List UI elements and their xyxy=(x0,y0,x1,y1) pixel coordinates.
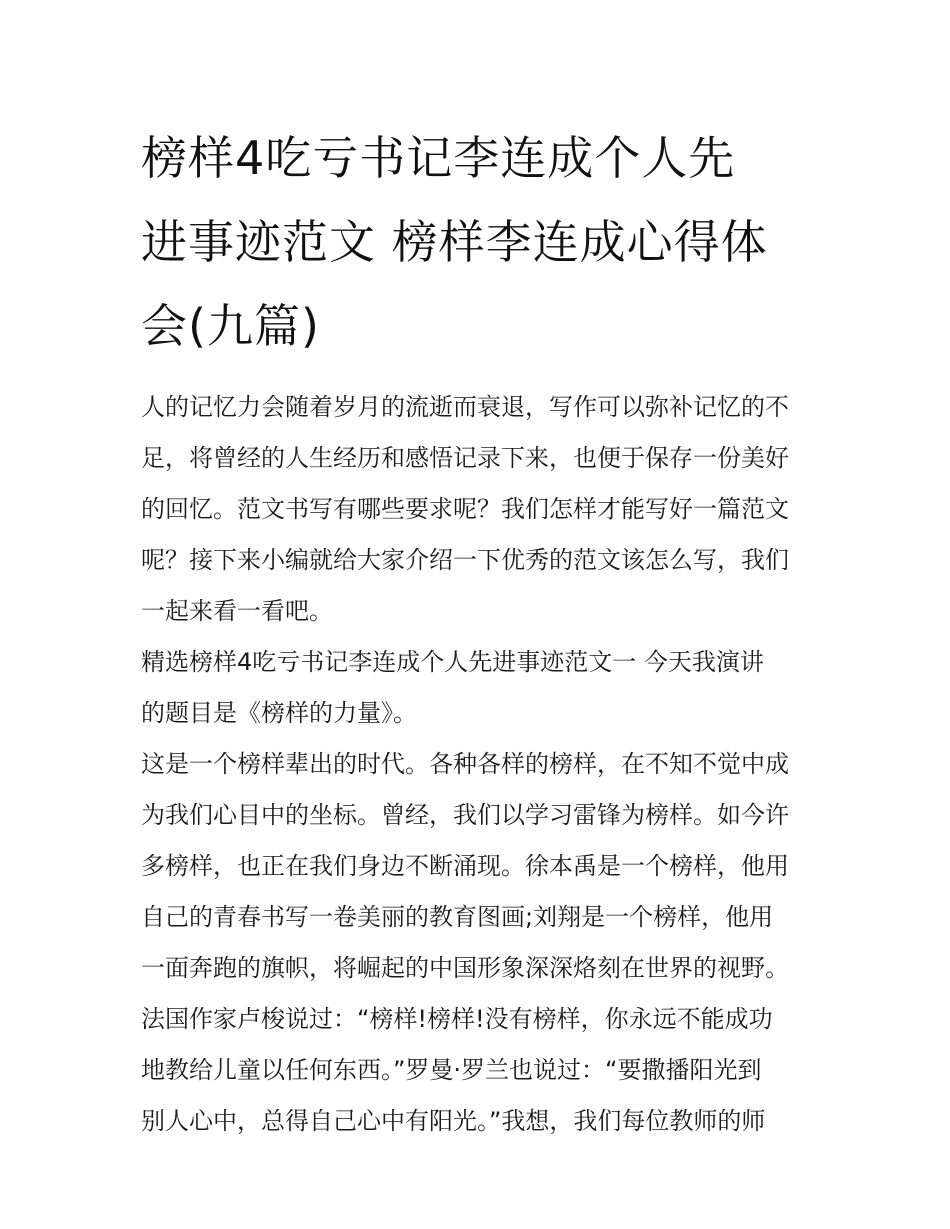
text-line: 为我们心目中的坐标。曾经，我们以学习雷锋为榜样。如今许 xyxy=(141,801,789,829)
text-line: 呢？接下来小编就给大家介绍一下优秀的范文该怎么写，我们 xyxy=(141,546,789,574)
text-line: 别人心中，总得自己心中有阳光。”我想，我们每位教师的师 xyxy=(141,1107,766,1135)
text-line: 人的记忆力会随着岁月的流逝而衰退，写作可以弥补记忆的不 xyxy=(141,393,789,421)
paragraph-speech xyxy=(141,739,813,1147)
text-line: 一面奔跑的旗帜，将崛起的中国形象深深烙刻在世界的视野。 xyxy=(141,954,789,982)
text-line: 法国作家卢梭说过：“榜样!榜样!没有榜样，你永远不能成功 xyxy=(141,1005,773,1033)
title-line: 榜样4吃亏书记李连成个人先 xyxy=(141,131,736,185)
paragraph-selection-heading xyxy=(141,637,813,739)
paragraph-intro xyxy=(141,382,813,637)
title-line: 会(九篇) xyxy=(141,299,320,353)
text-line: 多榜样，也正在我们身边不断涌现。徐本禹是一个榜样，他用 xyxy=(141,852,789,880)
document-page xyxy=(141,116,813,1147)
text-line: 精选榜样4吃亏书记李连成个人先进事迹范文一 今天我演讲 xyxy=(141,648,764,676)
text-line: 足，将曾经的人生经历和感悟记录下来，也便于保存一份美好 xyxy=(141,444,789,472)
title-line: 进事迹范文 榜样李连成心得体 xyxy=(141,215,768,269)
document-body xyxy=(141,382,813,1147)
text-line: 自己的青春书写一卷美丽的教育图画;刘翔是一个榜样，他用 xyxy=(141,903,774,931)
text-line: 的题目是《榜样的力量》。 xyxy=(141,699,417,727)
text-line: 一起来看一看吧。 xyxy=(141,597,333,625)
text-line: 的回忆。范文书写有哪些要求呢？我们怎样才能写好一篇范文 xyxy=(141,495,789,523)
document-title xyxy=(141,116,813,368)
text-line: 这是一个榜样辈出的时代。各种各样的榜样，在不知不觉中成 xyxy=(141,750,789,778)
text-line: 地教给儿童以任何东西。”罗曼·罗兰也说过：“要撒播阳光到 xyxy=(141,1056,762,1084)
